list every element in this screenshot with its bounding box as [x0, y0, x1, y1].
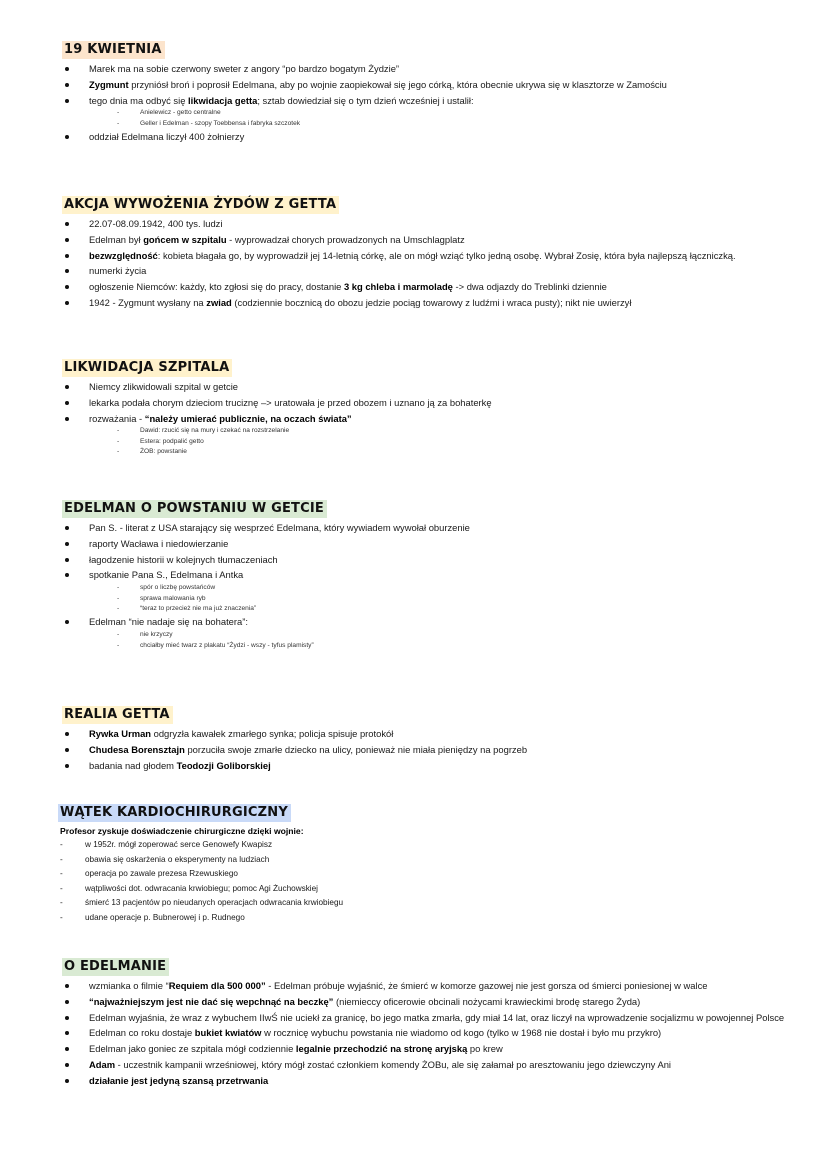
bold-text: bezwzględność: [89, 249, 158, 261]
text: obawia się oskarżenia o eksperymenty na ludziach: [85, 854, 270, 864]
sub-list-item: [62, 437, 788, 447]
list-item: [62, 1010, 788, 1026]
bold-text: legalnie przechodzić na stronę aryjską: [295, 1043, 468, 1055]
text: spotkanie Pana S., Edelmana i Antka: [89, 569, 244, 581]
text: badania nad głodem: [89, 759, 177, 771]
section-heading: EDELMAN O POWSTANIU W GETCIE: [62, 500, 327, 518]
bold-text: Teodozji Goliborskiej: [176, 759, 271, 771]
text: oddział Edelmana liczył 400 żołnierzy: [89, 131, 245, 143]
bold-text: likwidacja getta: [188, 94, 258, 106]
text: -> dwa odjazdy do Treblinki dziennie: [452, 281, 607, 293]
bullet-list: [62, 520, 788, 651]
text: porzuciła swoje zmarłe dziecko na ulicy, ponieważ nie miała pieniędzy na pogrzeb: [184, 743, 528, 755]
sub-list-item: [62, 594, 788, 604]
text: udane operacje p. Bubnerowej i p. Rudnego: [85, 912, 245, 922]
list-item: [58, 867, 788, 882]
bold-text: Rywka Urman: [89, 728, 152, 739]
text: Anielewicz - getto centralne: [140, 109, 221, 117]
list-item: [62, 994, 788, 1010]
bold-text: Profesor zyskuje doświadczenie chirurgiczne dzięki wojnie:: [60, 826, 304, 836]
list-item: [62, 232, 788, 248]
sub-list-item: [62, 447, 788, 457]
text: łagodzenie historii w kolejnych tłumaczeniach: [89, 553, 278, 565]
section: [62, 705, 788, 773]
sub-list-item: [62, 641, 788, 651]
list-item: [62, 279, 788, 295]
text: Estera: podpalić getto: [140, 437, 204, 445]
list-item: [62, 742, 788, 758]
text: (niemieccy oficerowie obcinali nożycami krawieckimi brodę starego Żyda): [333, 995, 641, 1007]
text: rozważania -: [89, 412, 145, 424]
list-item: [62, 536, 788, 552]
bold-text: “najważniejszym jest nie dać się wepchnąć na beczkę”: [89, 995, 334, 1007]
bold-text: 3 kg chleba i marmoladę: [343, 281, 453, 293]
text: operacja po zawale prezesa Rzewuskiego: [85, 869, 238, 879]
list-item: [62, 1073, 788, 1089]
list-item: [62, 552, 788, 568]
list-item: [62, 411, 788, 427]
text: Edelman “nie nadaje się na bohatera”:: [89, 616, 248, 628]
list-item: [62, 93, 788, 109]
sub-list-item: [62, 119, 788, 129]
text: : kobieta błagała go, by wyprowadził jej 14-letnią córkę, ale on mógł wziąć tylko jedną osobę. Wybrał Zosię, która była najlepszą łączniczką.: [157, 249, 736, 261]
list-item: [58, 853, 788, 868]
bold-text: działanie jest jedyną szansą przetrwania: [89, 1074, 269, 1086]
text: Edelman co roku dostaje: [89, 1027, 195, 1039]
text: w rocznicę wybuchu powstania nie wiadomo od kogo (tylko w 1968 nie dostał i było mu przykro): [261, 1027, 662, 1039]
bullet-list: [62, 61, 788, 145]
bold-text: “należy umierać publicznie, na oczach świata”: [144, 412, 352, 424]
text: odgryzła kawałek zmarłego synka; policja spisuje protokół: [151, 728, 394, 739]
bold-text: Zygmunt: [89, 78, 129, 90]
section-heading: WĄTEK KARDIOCHIRURGICZNY: [58, 804, 291, 822]
text: Edelman był: [89, 233, 144, 245]
section: [62, 499, 788, 651]
text: wątpliwości dot. odwracania krwiobiegu; pomoc Agi Żuchowskiej: [85, 883, 318, 893]
list-item: [62, 567, 788, 583]
list-item: [58, 838, 788, 853]
lead-text: [58, 824, 788, 838]
list-item: [62, 77, 788, 93]
list-item: [62, 1025, 788, 1041]
text: - wyprowadzał chorych prowadzonych na Umschlagplatz: [226, 233, 465, 245]
text: Pan S. - literat z USA starający się wesprzeć Edelmana, który wywiadem wywołał oburzenie: [89, 522, 470, 533]
text: nie krzyczy: [140, 631, 173, 639]
text: chciałby mieć twarz z plakatu “Żydzi - wszy - tyfus plamisty”: [140, 641, 314, 649]
bold-text: Adam: [89, 1058, 116, 1070]
list-item: [62, 295, 788, 311]
list-item: [62, 978, 788, 994]
list-item: [62, 520, 788, 536]
section-heading: LIKWIDACJA SZPITALA: [62, 359, 232, 377]
section: [62, 40, 788, 145]
sub-list-item: [62, 108, 788, 118]
list-item: [62, 216, 788, 232]
text: ; sztab dowiedział się o tym dzień wcześniej i ustalił:: [257, 94, 474, 106]
section-heading: AKCJA WYWOŻENIA ŻYDÓW Z GETTA: [62, 196, 339, 214]
bullet-list: [58, 824, 788, 926]
text: Edelman wyjaśnia, że wraz z wybuchem IIwŚ nie uciekł za granicę, bo jego matka zmarła, gdy miał 14 lat, oraz liczył na wprowadzenie socjalizmu w powojennej Polsce: [89, 1011, 785, 1023]
section: [62, 358, 788, 458]
text: tego dnia ma odbyć się: [89, 94, 189, 106]
text: raporty Wacława i niedowierzanie: [89, 537, 229, 549]
list-item: [62, 248, 788, 264]
sub-list-item: [62, 426, 788, 436]
text: po krew: [467, 1043, 503, 1055]
text: 22.07-08.09.1942, 400 tys. ludzi: [89, 218, 223, 229]
text: (codziennie bocznicą do obozu jedzie pociąg towarowy z ludźmi i wraca pusty); nikt nie uwierzył: [231, 296, 632, 308]
list-item: [62, 1041, 788, 1057]
text: lekarka podała chorym dzieciom truciznę –> uratowała je przed obozem i uznano ją za bohaterkę: [89, 396, 492, 408]
text: - Edelman próbuje wyjaśnić, że śmierć w komorze gazowej nie jest gorsza od śmierci poniesionej w walce: [265, 980, 708, 991]
section: [62, 195, 788, 311]
list-item: [62, 129, 788, 145]
text: Geller i Edelman - szopy Toebbensa i fabryka szczotek: [140, 119, 301, 127]
section: [58, 803, 788, 926]
bold-text: bukiet kwiatów: [194, 1027, 262, 1039]
list-item: [62, 379, 788, 395]
list-item: [58, 882, 788, 897]
bullet-list: [62, 978, 788, 1089]
text: numerki życia: [89, 265, 147, 277]
section-heading: REALIA GETTA: [62, 706, 173, 724]
text: przyniósł broń i poprosił Edelmana, aby po wojnie zaopiekował się jego córką, która obecnie ukrywa się w klasztorze w Zamościu: [128, 78, 667, 90]
text: - uczestnik kampanii wrześniowej, który mógł zostać członkiem komendy ŻOBu, ale się załamał po aresztowaniu jego dziewczyny Ani: [115, 1058, 672, 1070]
text: ŻOB: powstanie: [140, 448, 187, 456]
text: 1942 - Zygmunt wysłany na: [89, 296, 207, 308]
sub-list-item: [62, 630, 788, 640]
text: śmierć 13 pacjentów po nieudanych operacjach odwracania krwiobiegu: [85, 898, 344, 908]
list-item: [62, 1057, 788, 1073]
bold-text: Requiem dla 500 000”: [168, 980, 266, 991]
sub-list-item: [62, 583, 788, 593]
text: Dawid: rzucić się na mury i czekać na rozstrzelanie: [140, 427, 290, 435]
list-item: [62, 614, 788, 630]
list-item: [58, 911, 788, 926]
bold-text: zwiad: [206, 296, 232, 308]
text: wzmianka o filmie “: [89, 980, 169, 991]
text: w 1952r. mógł zoperować serce Genowefy Kwapisz: [85, 840, 273, 849]
list-item: [62, 61, 788, 77]
text: Niemcy zlikwidowali szpital w getcie: [89, 381, 239, 392]
bold-text: Chudesa Borensztajn: [89, 743, 185, 755]
text: spór o liczbę powstańców: [140, 584, 216, 592]
text: Edelman jako goniec ze szpitala mógł codziennie: [89, 1043, 296, 1055]
text: ogłoszenie Niemców: każdy, kto zgłosi się do pracy, dostanie: [89, 281, 344, 293]
section-heading: 19 KWIETNIA: [62, 41, 165, 59]
bold-text: gońcem w szpitalu: [143, 233, 227, 245]
sub-list-item: [62, 604, 788, 614]
list-item: [62, 263, 788, 279]
list-item: [62, 758, 788, 774]
list-item: [62, 395, 788, 411]
list-item: [62, 726, 788, 742]
section: [62, 957, 788, 1089]
text: sprawa malowania ryb: [140, 594, 206, 602]
bullet-list: [62, 379, 788, 458]
section-heading: O EDELMANIE: [62, 958, 169, 976]
list-item: [58, 896, 788, 911]
text: “teraz to przecież nie ma już znaczenia”: [140, 605, 257, 612]
bullet-list: [62, 216, 788, 311]
bullet-list: [62, 726, 788, 773]
text: Marek ma na sobie czerwony sweter z angory “po bardzo bogatym Żydzie”: [89, 63, 400, 74]
